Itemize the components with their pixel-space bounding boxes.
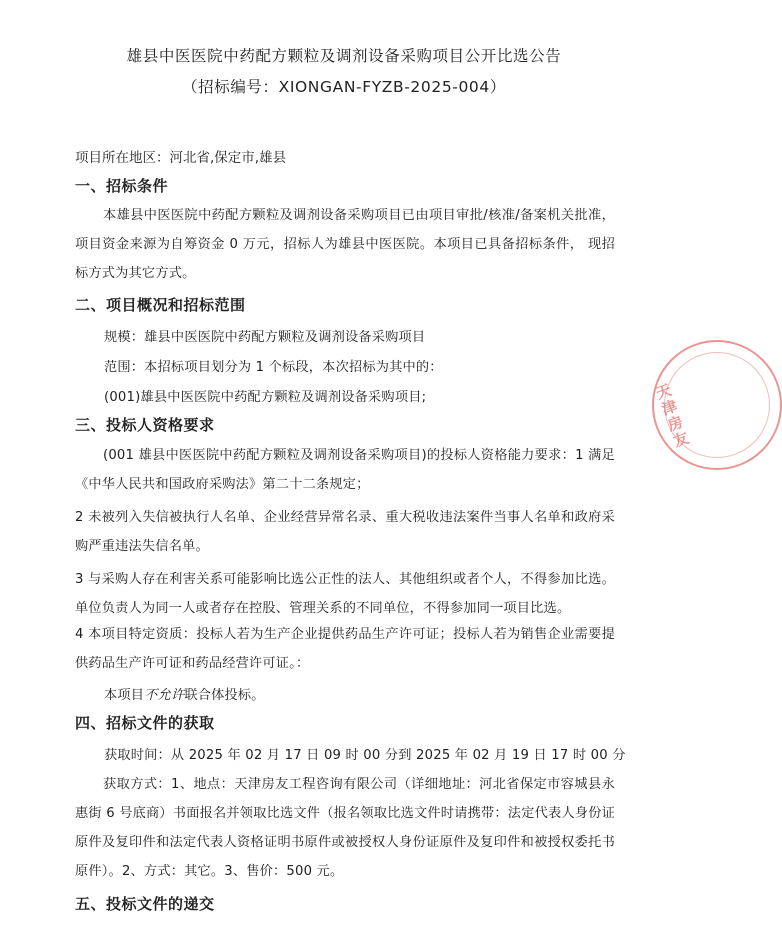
project-region: 项目所在地区：河北省,保定市,雄县 — [75, 150, 287, 166]
tender-code: （招标编号：XIONGAN-FYZB-2025-004） — [182, 78, 506, 96]
acquisition-time: 获取时间：从 2025 年 02 月 17 日 09 时 00 分到 2025 年 02 月 19 日 17 时 00 分 — [104, 748, 626, 763]
section-heading-3: 三、投标人资格要求 — [75, 416, 215, 434]
document-title: 雄县中医医院中药配方颗粒及调剂设备采购项目公开比选公告 — [126, 47, 562, 65]
requirement-4: 4 本项目特定资质：投标人若为生产企业提供药品生产许可证；投标人若为销售企业需要提供药品生产许可证和药品经营许可证。： — [75, 627, 615, 671]
section-heading-5: 五、投标文件的递交 — [75, 895, 215, 913]
requirement-3: 3 与采购人存在利害关系可能影响比选公正性的法人、其他组织或者个人，不得参加比选。单位负责人为同一人或者存在控股、管理关系的不同单位，不得参加同一项目比选。 — [75, 572, 615, 616]
acquisition-method: 获取方式：1、地点：天津房友工程咨询有限公司（详细地址：河北省保定市容城县永惠街 6 号底商）书面报名并领取比选文件（报名领取比选文件时请携带：法定代表人身份证原件及复印件和法定代表人资格证明书原件或被授权人身份证原件及复印件和被授权委托书原件）。2、方式：其它。3、售价：500 元。 — [75, 777, 615, 879]
section-1-paragraph: 本雄县中医医院中药配方颗粒及调剂设备采购项目已由项目审批/核准/备案机关批准，项目资金来源为自筹资金 0 万元，招标人为雄县中医医院。本项目已具备招标条件， 现招标方式为其它方式。 — [75, 208, 615, 281]
section-heading-1: 一、招标条件 — [75, 177, 169, 195]
consortium-suffix: 联合体投标。 — [184, 688, 265, 703]
seal-text: 天津房友 — [651, 381, 693, 452]
section-heading-2: 二、项目概况和招标范围 — [75, 296, 246, 314]
project-scope: 范围：本招标项目划分为 1 个标段，本次招标为其中的： — [104, 360, 443, 375]
company-seal — [652, 340, 782, 470]
lot-item: (001)雄县中医医院中药配方颗粒及调剂设备采购项目; — [104, 390, 427, 405]
section-heading-4: 四、招标文件的获取 — [75, 714, 215, 732]
project-scale: 规模：雄县中医医院中药配方颗粒及调剂设备采购项目 — [104, 330, 426, 345]
consortium-emphasis: 不允许 — [144, 688, 185, 703]
consortium-note — [104, 684, 265, 703]
requirement-2: 2 未被列入失信被执行人名单、企业经营异常名录、重大税收违法案件当事人名单和政府采购严重违法失信名单。 — [75, 510, 615, 554]
requirement-1: (001 雄县中医医院中药配方颗粒及调剂设备采购项目)的投标人资格能力要求：1 满足《中华人民共和国政府采购法》第二十二条规定； — [75, 448, 615, 492]
consortium-prefix: 本项目 — [104, 688, 145, 703]
